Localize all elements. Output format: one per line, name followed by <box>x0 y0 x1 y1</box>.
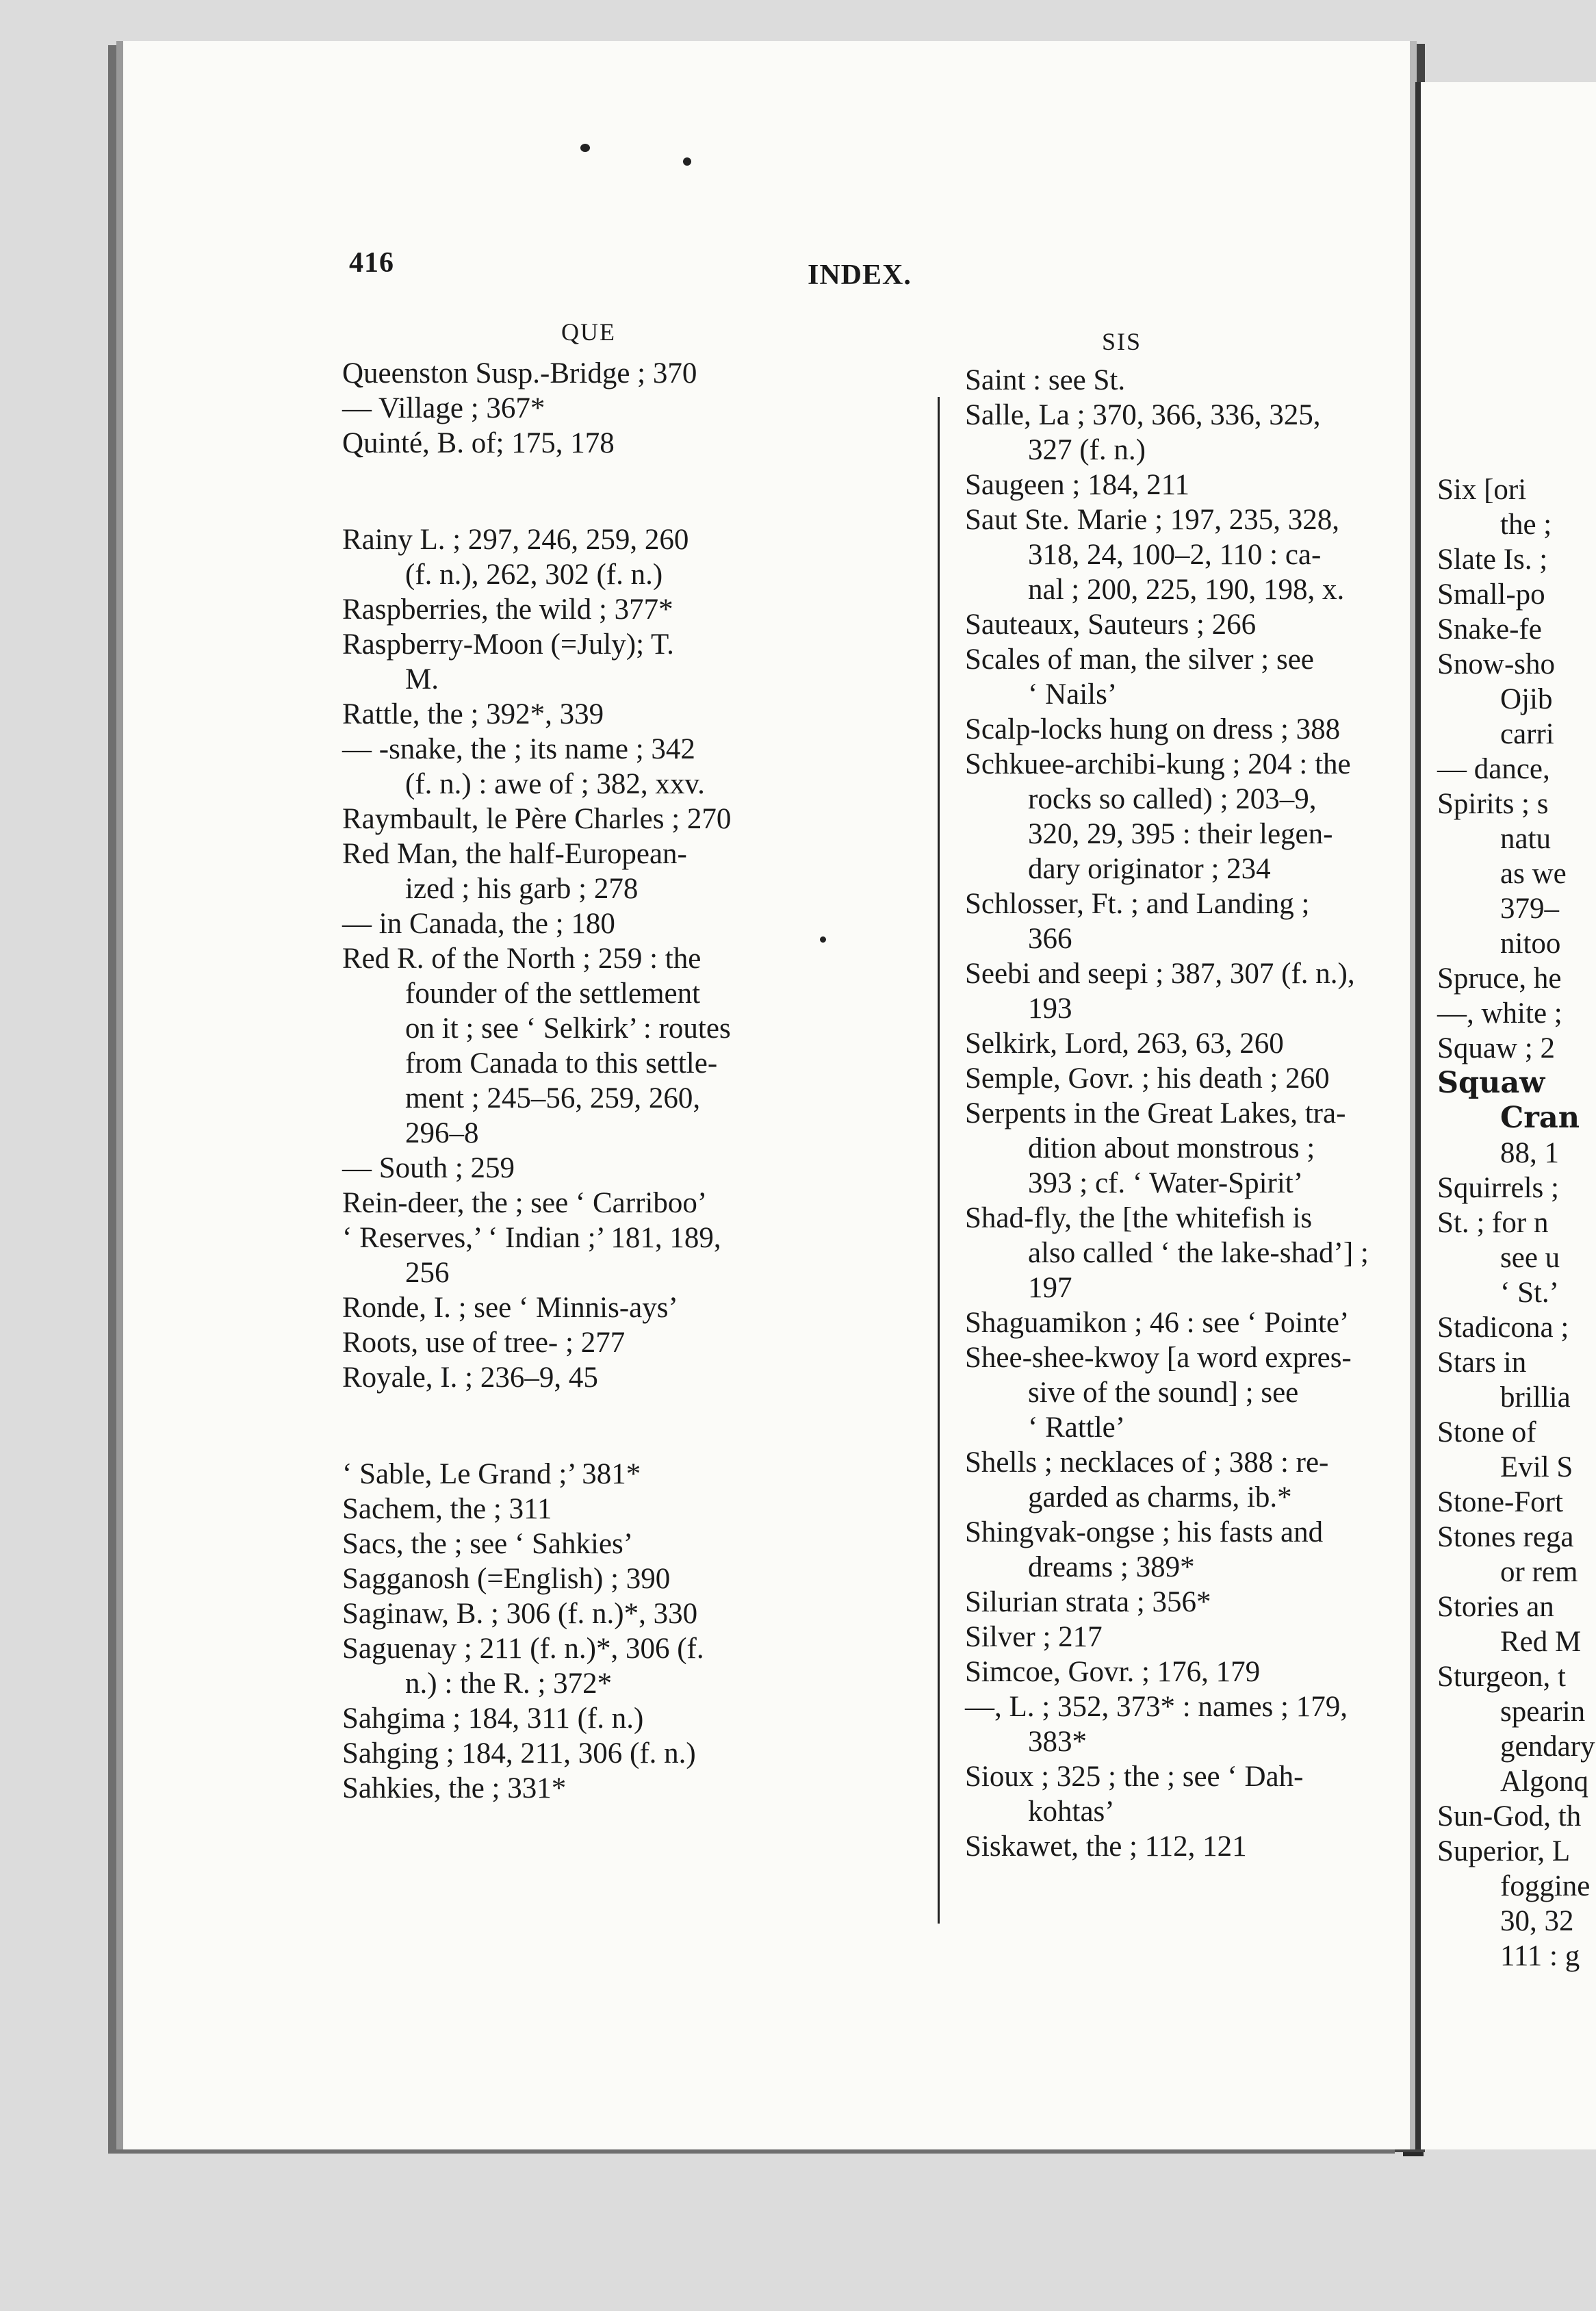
index-entry-line: — -snake, the ; its name ; 342 <box>342 733 695 765</box>
facing-page-line: Stones rega <box>1437 1521 1574 1553</box>
index-entry-continuation: 193 <box>1028 993 1072 1025</box>
index-entry <box>342 1151 731 1186</box>
index-entry-line: Saginaw, B. ; 306 (f. n.)*, 330 <box>342 1598 698 1630</box>
index-entry <box>965 1061 1369 1096</box>
facing-page-line: Stone-Fort <box>1437 1486 1563 1518</box>
index-entry <box>965 1201 1369 1305</box>
index-entry-line: Raspberries, the wild ; 377* <box>342 593 673 626</box>
index-entry-line: Rattle, the ; 392*, 339 <box>342 698 604 730</box>
index-entry <box>965 747 1369 886</box>
facing-page-line: foggine <box>1500 1870 1591 1902</box>
index-entry-line: Scales of man, the silver ; see <box>965 643 1314 676</box>
facing-page-line: Stadicona ; <box>1437 1312 1569 1344</box>
index-entry-continuation: founder of the settlement <box>405 978 701 1010</box>
index-entry-continuation: dition about monstrous ; <box>1028 1132 1315 1164</box>
index-entry <box>342 1492 731 1527</box>
index-entry <box>342 1771 731 1806</box>
index-entry <box>965 1445 1369 1515</box>
index-entry <box>965 1585 1369 1620</box>
index-column-left <box>342 356 731 1806</box>
index-entry-line: ‘ Reserves,’ ‘ Indian ;’ 181, 189, <box>342 1222 721 1254</box>
facing-page-line: Ojib <box>1500 683 1553 715</box>
page-number: 416 <box>349 247 394 279</box>
index-entry <box>965 1340 1369 1445</box>
index-entry <box>965 607 1369 642</box>
index-entry-continuation: ‘ Rattle’ <box>1028 1412 1126 1444</box>
facing-page-line: see u <box>1500 1242 1560 1274</box>
index-entry <box>342 592 731 627</box>
index-entry-line: Seebi and seepi ; 387, 307 (f. n.), <box>965 958 1355 990</box>
index-entry-continuation: 256 <box>405 1257 450 1289</box>
index-entry <box>965 956 1369 1026</box>
index-entry <box>965 1689 1369 1759</box>
index-entry-continuation: rocks so called) ; 203–9, <box>1028 783 1317 815</box>
index-entry-continuation: n.) : the R. ; 372* <box>405 1668 613 1700</box>
index-entry-continuation: also called ‘ the lake-shad’] ; <box>1028 1237 1369 1269</box>
index-entry-line: ‘ Sable, Le Grand ;’ 381* <box>342 1458 641 1490</box>
index-entry <box>965 502 1369 607</box>
index-entry <box>342 906 731 941</box>
index-entry-continuation: ‘ Nails’ <box>1028 678 1118 711</box>
facing-page-line: Red M <box>1500 1626 1582 1658</box>
index-entry <box>342 697 731 732</box>
index-entry-line: — South ; 259 <box>342 1152 515 1184</box>
facing-page-line: Squaw ; 2 <box>1437 1032 1555 1064</box>
index-entry <box>965 1829 1369 1864</box>
index-entry-line: Sahging ; 184, 211, 306 (f. n.) <box>342 1737 696 1770</box>
index-entry-continuation: kohtas’ <box>1028 1796 1115 1828</box>
facing-page-line: Snow-sho <box>1437 648 1556 680</box>
index-entry-line: Selkirk, Lord, 263, 63, 260 <box>965 1027 1284 1060</box>
index-entry-line: Saint : see St. <box>965 364 1126 396</box>
index-entry <box>965 642 1369 712</box>
facing-page-line: Stories an <box>1437 1591 1554 1623</box>
index-entry-continuation: 383* <box>1028 1726 1087 1758</box>
index-entry <box>342 522 731 592</box>
index-entry-line: Sacs, the ; see ‘ Sahkies’ <box>342 1528 634 1560</box>
index-entry-line: Serpents in the Great Lakes, tra- <box>965 1097 1346 1129</box>
facing-page-line: 111 : g <box>1500 1940 1580 1972</box>
index-entry-continuation: 197 <box>1028 1272 1072 1304</box>
index-entry-line: Siskawet, the ; 112, 121 <box>965 1830 1247 1863</box>
facing-page-line: carri <box>1500 718 1554 750</box>
index-entry-continuation: M. <box>405 663 439 695</box>
facing-page-line: Stars in <box>1437 1346 1527 1379</box>
running-title: INDEX. <box>808 259 912 291</box>
left-column-heading: QUE <box>561 318 616 346</box>
index-entry-continuation: sive of the sound] ; see <box>1028 1377 1299 1409</box>
index-entry-line: — Village ; 367* <box>342 392 545 424</box>
index-entry-line: Saut Ste. Marie ; 197, 235, 328, <box>965 504 1340 536</box>
facing-page-line: Sun-God, th <box>1437 1800 1582 1833</box>
index-entry <box>965 1620 1369 1655</box>
index-entry-line: Quinté, B. of; 175, 178 <box>342 427 615 459</box>
index-entry-line: Raspberry-Moon (=July); T. <box>342 628 674 661</box>
index-entry-line: Queenston Susp.-Bridge ; 370 <box>342 357 697 390</box>
index-entry-line: Sahkies, the ; 331* <box>342 1772 567 1804</box>
index-entry-line: — in Canada, the ; 180 <box>342 908 615 940</box>
index-page <box>123 41 1410 2149</box>
index-entry <box>342 1596 731 1631</box>
index-entry-line: Saguenay ; 211 (f. n.)*, 306 (f. <box>342 1633 704 1665</box>
index-entry-continuation: 320, 29, 395 : their legen- <box>1028 818 1333 850</box>
index-entry <box>342 837 731 906</box>
facing-page-line: Squaw <box>1437 1066 1545 1100</box>
facing-page-line: gendary <box>1500 1731 1595 1763</box>
index-entry-continuation: 296–8 <box>405 1117 479 1149</box>
index-entry-continuation: 393 ; cf. ‘ Water-Spirit’ <box>1028 1167 1304 1199</box>
index-entry <box>342 732 731 802</box>
facing-page-line: 88, 1 <box>1500 1137 1559 1169</box>
index-entry-continuation: nal ; 200, 225, 190, 198, x. <box>1028 574 1345 606</box>
index-entry-continuation: (f. n.), 262, 302 (f. n.) <box>405 559 663 591</box>
index-entry <box>342 941 731 1151</box>
index-entry-line: Rainy L. ; 297, 246, 259, 260 <box>342 524 689 556</box>
ink-speck <box>820 936 826 943</box>
index-entry-continuation: ized ; his garb ; 278 <box>405 873 639 905</box>
index-entry-line: Shells ; necklaces of ; 388 : re- <box>965 1446 1329 1479</box>
index-entry-line: Schlosser, Ft. ; and Landing ; <box>965 888 1310 920</box>
facing-page-fragment <box>1421 82 1596 2149</box>
facing-page-line: brillia <box>1500 1381 1571 1414</box>
index-entry-line: Shaguamikon ; 46 : see ‘ Pointe’ <box>965 1307 1350 1339</box>
facing-page-line: Spirits ; s <box>1437 788 1549 820</box>
facing-page-line: Squirrels ; <box>1437 1172 1559 1204</box>
index-entry-line: Scalp-locks hung on dress ; 388 <box>965 713 1341 745</box>
index-entry-line: Shee-shee-kwoy [a word expres- <box>965 1342 1352 1374</box>
index-entry-line: Rein-deer, the ; see ‘ Carriboo’ <box>342 1187 708 1219</box>
index-entry-continuation: 366 <box>1028 923 1072 955</box>
index-entry-line: Sahgima ; 184, 311 (f. n.) <box>342 1702 644 1735</box>
facing-page-line: Spruce, he <box>1437 962 1562 995</box>
index-entry <box>965 712 1369 747</box>
facing-page-line: as we <box>1500 858 1567 890</box>
index-entry <box>342 1325 731 1360</box>
index-entry <box>965 363 1369 398</box>
index-entry-line: Schkuee-archibi-kung ; 204 : the <box>965 748 1351 780</box>
index-entry-line: Shingvak-ongse ; his fasts and <box>965 1516 1324 1548</box>
facing-page-line: 30, 32 <box>1500 1905 1574 1937</box>
index-entry <box>965 398 1369 468</box>
facing-page-line: Snake-fe <box>1437 613 1542 646</box>
index-entry <box>342 1701 731 1736</box>
index-entry <box>342 1527 731 1561</box>
facing-page-line: Sturgeon, t <box>1437 1661 1566 1693</box>
index-entry-line: Salle, La ; 370, 366, 336, 325, <box>965 399 1321 431</box>
facing-page-line: St. ; for n <box>1437 1207 1549 1239</box>
index-entry <box>965 1096 1369 1201</box>
index-entry-line: Semple, Govr. ; his death ; 260 <box>965 1062 1330 1095</box>
entry-gap <box>342 1395 731 1457</box>
facing-page-line: Cran <box>1500 1101 1580 1135</box>
facing-page-line: ‘ St.’ <box>1500 1277 1559 1309</box>
ink-speck <box>683 157 691 166</box>
facing-page-line: the ; <box>1500 509 1552 541</box>
index-entry <box>342 356 731 391</box>
facing-page-line: spearin <box>1500 1696 1586 1728</box>
index-entry-line: Silurian strata ; 356* <box>965 1586 1211 1618</box>
facing-page-line: or rem <box>1500 1556 1578 1588</box>
index-entry <box>342 426 731 461</box>
facing-page-column <box>1437 472 1595 1974</box>
index-entry <box>342 1457 731 1492</box>
facing-page-line: — dance, <box>1437 753 1550 785</box>
facing-page-line: Algonq <box>1500 1765 1588 1798</box>
index-entry <box>342 802 731 837</box>
index-column-right <box>965 363 1369 1864</box>
index-entry-continuation: 327 (f. n.) <box>1028 434 1146 466</box>
facing-page-line: Small-po <box>1437 578 1545 611</box>
index-entry-continuation: garded as charms, ib.* <box>1028 1481 1292 1514</box>
index-entry <box>342 1221 731 1290</box>
facing-page-line: Slate Is. ; <box>1437 544 1548 576</box>
index-entry-line: Roots, use of tree- ; 277 <box>342 1327 626 1359</box>
index-entry-continuation: (f. n.) : awe of ; 382, xxv. <box>405 768 705 800</box>
index-entry-continuation: 318, 24, 100–2, 110 : ca- <box>1028 539 1322 571</box>
index-entry-line: Sioux ; 325 ; the ; see ‘ Dah- <box>965 1761 1304 1793</box>
index-entry-continuation: from Canada to this settle- <box>405 1047 718 1080</box>
facing-page-line: nitoo <box>1500 928 1561 960</box>
index-entry <box>965 1026 1369 1061</box>
index-entry <box>342 1360 731 1395</box>
index-entry <box>342 1736 731 1771</box>
index-entry-line: —, L. ; 352, 373* : names ; 179, <box>965 1691 1348 1723</box>
index-entry-continuation: dary originator ; 234 <box>1028 853 1271 885</box>
index-entry-line: Saugeen ; 184, 211 <box>965 469 1190 501</box>
index-entry-line: Silver ; 217 <box>965 1621 1103 1653</box>
facing-page-line: Stone of <box>1437 1416 1536 1448</box>
ink-speck <box>580 144 590 152</box>
facing-page-line: natu <box>1500 823 1552 855</box>
index-entry-line: Simcoe, Govr. ; 176, 179 <box>965 1656 1261 1688</box>
index-entry <box>342 1561 731 1596</box>
index-entry-continuation: ment ; 245–56, 259, 260, <box>405 1082 701 1114</box>
index-entry-line: Royale, I. ; 236–9, 45 <box>342 1362 598 1394</box>
facing-page-line: Evil S <box>1500 1451 1573 1483</box>
right-column-heading: SIS <box>1102 328 1142 355</box>
index-entry <box>965 1305 1369 1340</box>
index-entry <box>965 1515 1369 1585</box>
facing-page-line: Superior, L <box>1437 1835 1571 1867</box>
index-entry <box>342 1631 731 1701</box>
index-entry-line: Raymbault, le Père Charles ; 270 <box>342 803 732 835</box>
index-entry-line: Sachem, the ; 311 <box>342 1493 552 1525</box>
index-entry-continuation: dreams ; 389* <box>1028 1551 1195 1583</box>
index-entry-line: Sagganosh (=English) ; 390 <box>342 1563 671 1595</box>
index-entry <box>965 1655 1369 1689</box>
index-entry <box>342 627 731 697</box>
index-entry <box>342 1186 731 1221</box>
index-entry <box>965 1759 1369 1829</box>
index-entry <box>342 1290 731 1325</box>
index-entry-line: Red R. of the North ; 259 : the <box>342 943 702 975</box>
index-entry <box>965 468 1369 502</box>
index-entry-line: Red Man, the half-European- <box>342 838 687 870</box>
facing-page-line: —, white ; <box>1437 997 1562 1030</box>
facing-page-line: Six [ori <box>1437 474 1527 506</box>
index-entry-continuation: on it ; see ‘ Selkirk’ : routes <box>405 1012 731 1045</box>
entry-gap <box>342 461 731 522</box>
index-entry-line: Ronde, I. ; see ‘ Minnis-ays’ <box>342 1292 678 1324</box>
index-entry-line: Shad-fly, the [the whitefish is <box>965 1202 1313 1234</box>
index-entry <box>965 886 1369 956</box>
index-entry <box>342 391 731 426</box>
index-entry-line: Sauteaux, Sauteurs ; 266 <box>965 609 1257 641</box>
facing-page-line: 379– <box>1500 893 1559 925</box>
column-divider <box>938 397 940 1924</box>
